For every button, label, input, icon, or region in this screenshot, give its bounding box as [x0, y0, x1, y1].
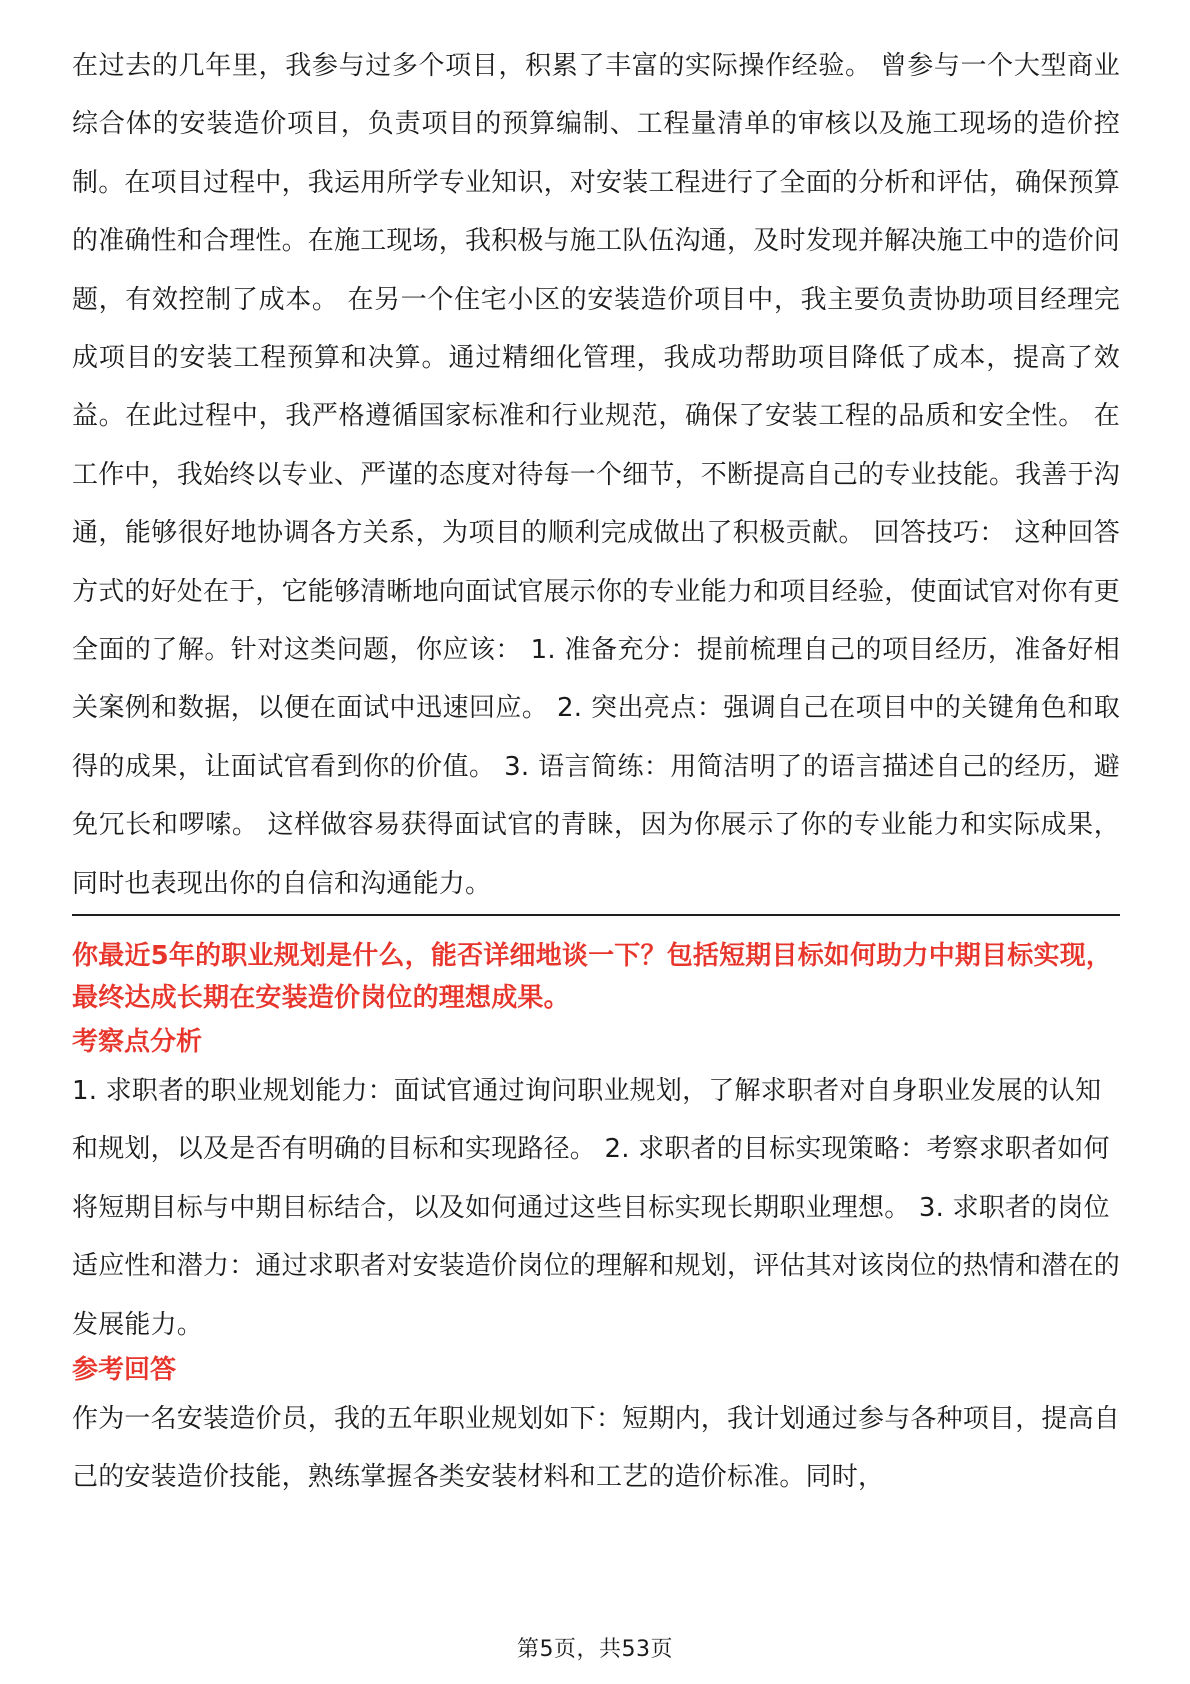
- reference-heading: 参考回答: [72, 1355, 177, 1385]
- interview-question: 你最近5年的职业规划是什么，能否详细地谈一下？包括短期目标如何助力中期目标实现，最终达成长期在安装造价岗位的理想成果。: [72, 941, 1113, 1013]
- section-divider: [72, 914, 1120, 916]
- intro-answer-paragraph: 在过去的几年里，我参与过多个项目，积累了丰富的实际操作经验。 曾参与一个大型商业综合体的安装造价项目，负责项目的预算编制、工程量清单的审核以及施工现场的造价控制。在项目过程中，我运用所学专业知识，对安装工程进行了全面的分析和评估，确保预算的准确性和合理性。在施工现场，我积极与施工队伍沟通，及时发现并解决施工中的造价问题，有效控制了成本。 在另一个住宅小区的安装造价项目中，我主要负责协助项目经理完成项目的安装工程预算和决算。通过精细化管理，我成功帮助项目降低了成本，提高了效益。在此过程中，我严格遵循国家标准和行业规范，确保了安装工程的品质和安全性。 在工作中，我始终以专业、严谨的态度对待每一个细节，不断提高自己的专业技能。我善于沟通，能够很好地协调各方关系，为项目的顺利完成做出了积极贡献。 回答技巧： 这种回答方式的好处在于，它能够清晰地向面试官展示你的专业能力和项目经验，使面试官对你有更全面的了解。针对这类问题，你应该： 1. 准备充分：提前梳理自己的项目经历，准备好相关案例和数据，以便在面试中迅速回应。 2. 突出亮点：强调自己在项目中的关键角色和取得的成果，让面试官看到你的价值。 3. 语言简练：用简洁明了的语言描述自己的经历，避免冗长和啰嗦。 这样做容易获得面试官的青睐，因为你展示了你的专业能力和实际成果，同时也表现出你的自信和沟通能力。: [72, 51, 1121, 899]
- page-number-footer: 第5页，共53页: [517, 1637, 673, 1662]
- analysis-paragraph: 1. 求职者的职业规划能力：面试官通过询问职业规划，了解求职者对自身职业发展的认知和规划，以及是否有明确的目标和实现路径。 2. 求职者的目标实现策略：考察求职者如何将短期目标与中期目标结合，以及如何通过这些目标实现长期职业理想。 3. 求职者的岗位适应性和潜力：通过求职者对安装造价岗位的理解和规划，评估其对该岗位的热情和潜在的发展能力。: [72, 1076, 1121, 1340]
- analysis-heading: 考察点分析: [72, 1027, 203, 1057]
- reference-paragraph: 作为一名安装造价员，我的五年职业规划如下：短期内，我计划通过参与各种项目，提高自己的安装造价技能，熟练掌握各类安装材料和工艺的造价标准。同时，: [72, 1404, 1121, 1493]
